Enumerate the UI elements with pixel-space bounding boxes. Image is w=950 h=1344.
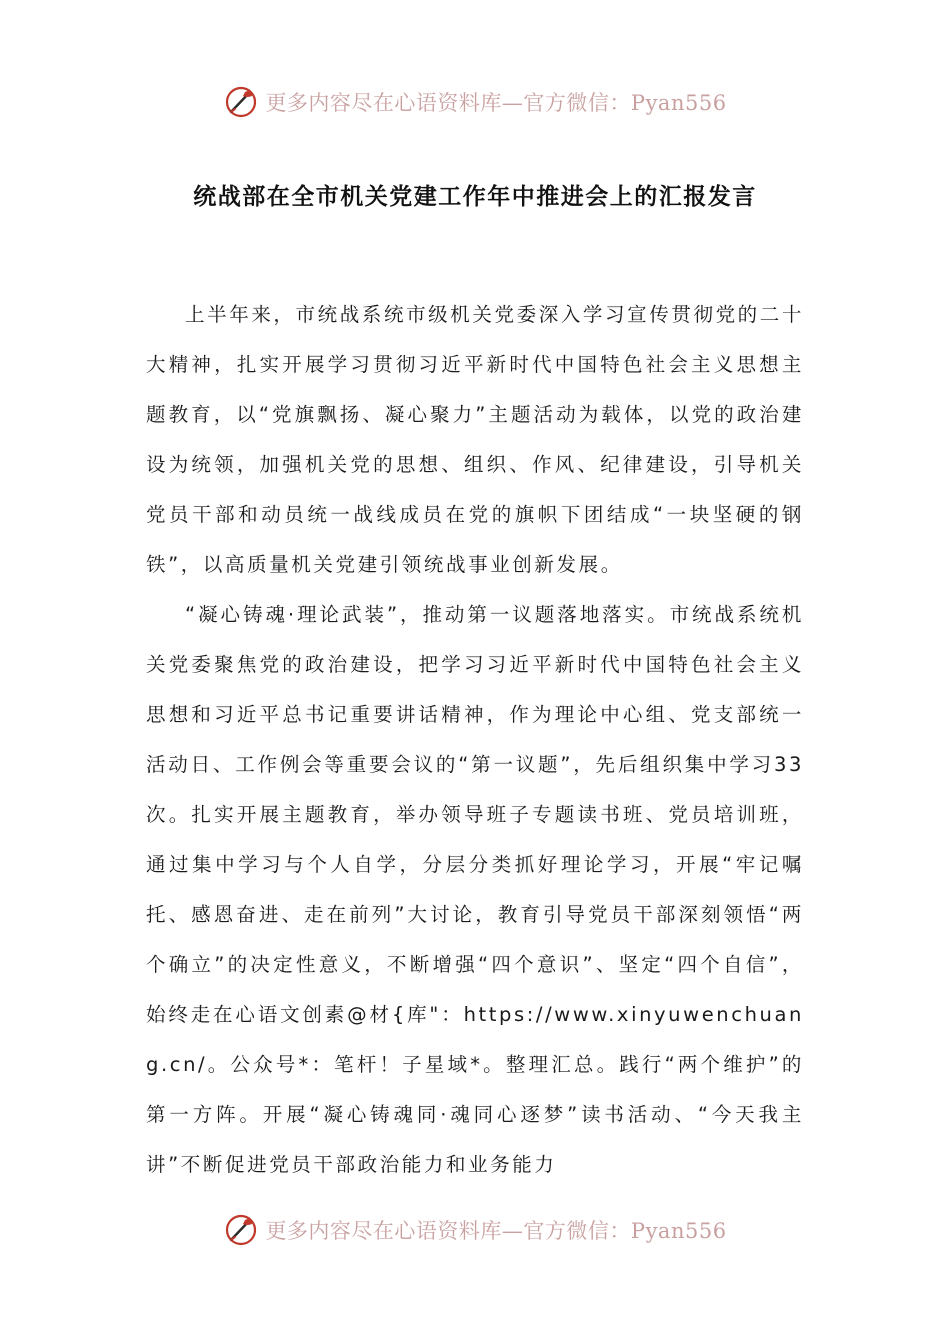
paragraph-theory: “凝心铸魂·理论武装”，推动第一议题落地落实。市统战系统机关党委聚焦党的政治建设，把学习习近平新时代中国特色社会主义思想和习近平总书记重要讲话精神，作为理论中心组、党支部统一活动日、工作例会等重要会议的“第一议题”，先后组织集中学习33次。扎实开展主题教育，举办领导班子专题读书班、党员培训班，通过集中学习与个人自学，分层分类抓好理论学习，开展“牢记嘱托、感恩奋进、走在前列”大讨论，教育引导党员干部深刻领悟“两个确立”的决定性意义，不断增强“四个意识”、坚定“四个自信”，始终走在心语文创素@材{库"：https://www.xinyuwenchuang.cn/。公众号*：笔杆！子星域*。整理汇总。践行“两个维护”的第一方阵。开展“凝心铸魂同·魂同心逐梦”读书活动、“今天我主讲”不断促进党员干部政治能力和业务能力 [146,603,804,1176]
watermark-text: 更多内容尽在心语资料库—官方微信：Pyan556 [265,91,727,115]
watermark-text: 更多内容尽在心语资料库—官方微信：Pyan556 [265,1219,727,1243]
paragraph-intro: 上半年来，市统战系统市级机关党委深入学习宣传贯彻党的二十大精神，扎实开展学习贯彻习近平新时代中国特色社会主义思想主题教育，以“党旗飘扬、凝心聚力”主题活动为载体，以党的政治建设为统领，加强机关党的思想、组织、作风、纪律建设，引导机关党员干部和动员统一战线成员在党的旗帜下团结成“一块坚硬的钢铁”，以高质量机关党建引领统战事业创新发展。 [146,303,804,576]
document-body [146,290,804,1190]
document-title: 统战部在全市机关党建工作年中推进会上的汇报发言 [193,184,757,210]
watermark-banner-top [0,80,950,124]
quill-pen-logo-icon [223,84,259,120]
watermark-banner-bottom [0,1208,950,1252]
quill-pen-logo-icon [223,1212,259,1248]
